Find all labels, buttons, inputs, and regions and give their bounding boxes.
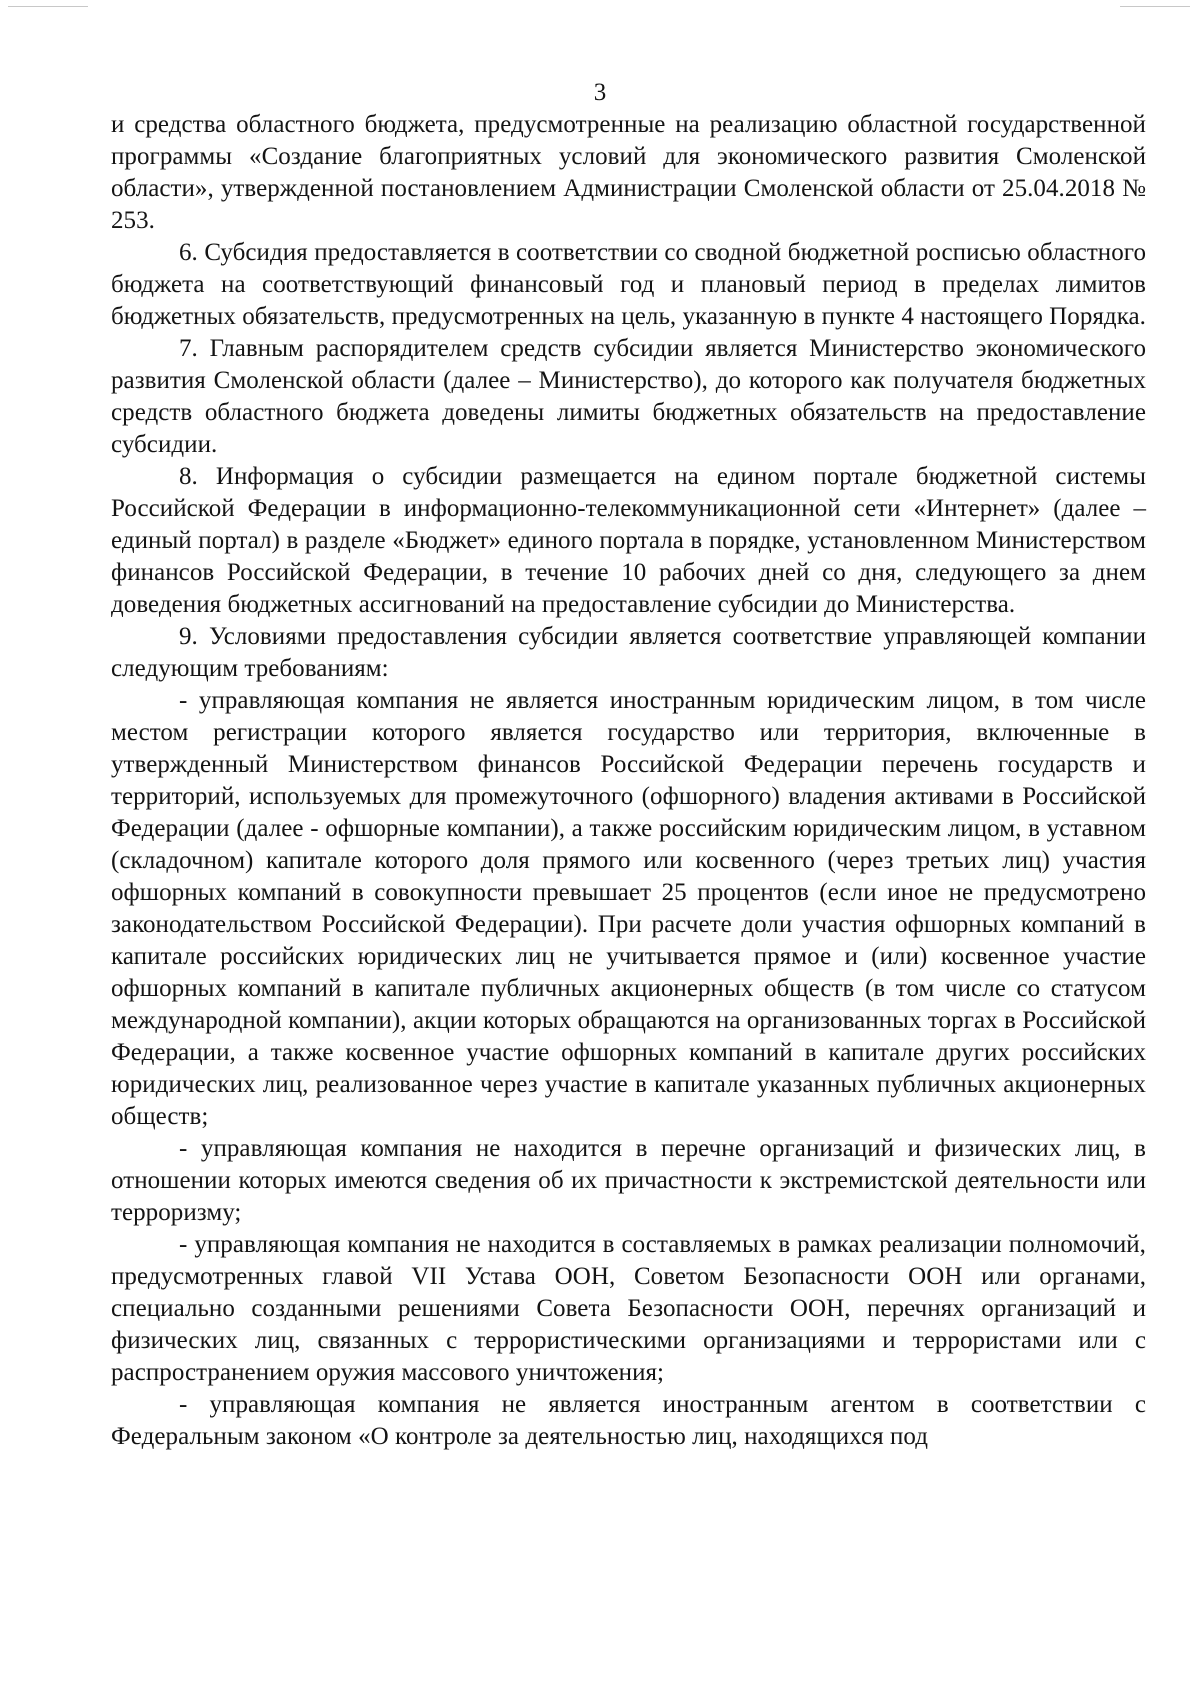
paragraph-item-7: 7. Главным распорядителем средств субсидии является Министерство экономического развития Смоленской области (далее – Министерство), до которого как получателя бюджетных средств областного бюджета доведены лимиты бюджетных обязательств на предоставление субсидии. (111, 335, 1146, 458)
paragraph-item-8: 8. Информация о субсидии размещается на едином портале бюджетной системы Российской Федерации в информационно-телекоммуникационной сети «Интернет» (далее – единый портал) в разделе «Бюджет» единого портала в порядке, установленном Министерством финансов Российской Федерации, в течение 10 рабочих дней со дня, следующего за днем доведения бюджетных ассигнований на предоставление субсидии до Министерства. (111, 463, 1146, 618)
scan-edge-mark (1120, 6, 1190, 7)
requirement-un-sanctions: - управляющая компания не находится в составляемых в рамках реализации полномочий, предусмотренных главой VII Устава ООН, Советом Безопасности ООН или органами, специально созданными решениями Совета Безопасности ООН, перечнях организаций и физических лиц, связанных с террористическими организациями и террористами или с распространением оружия массового уничтожения; (111, 1231, 1146, 1386)
requirement-extremism: - управляющая компания не находится в перечне организаций и физических лиц, в отношении которых имеются сведения об их причастности к экстремистской деятельности или терроризму; (111, 1135, 1146, 1226)
paragraph-item-6: 6. Субсидия предоставляется в соответствии со сводной бюджетной росписью областного бюджета на соответствующий финансовый год и плановый период в пределах лимитов бюджетных обязательств, предусмотренных на цель, указанную в пункте 4 настоящего Порядка. (111, 239, 1146, 330)
scan-edge-mark (8, 6, 88, 7)
paragraph-continuation: и средства областного бюджета, предусмотренные на реализацию областной государственной программы «Создание благоприятных условий для экономического развития Смоленской области», утвержденной постановлением Администрации Смоленской области от 25.04.2018 № 253. (111, 111, 1146, 234)
paragraph-item-9: 9. Условиями предоставления субсидии является соответствие управляющей компании следующим требованиям: (111, 623, 1146, 682)
document-body (111, 109, 1146, 1453)
requirement-offshore: - управляющая компания не является иностранным юридическим лицом, в том числе местом регистрации которого является государство или территория, включенные в утвержденный Министерством финансов Российской Федерации перечень государств и территорий, используемых для промежуточного (офшорного) владения активами в Российской Федерации (далее - офшорные компании), а также российским юридическим лицом, в уставном (складочном) капитале которого доля прямого или косвенного (через третьих лиц) участия офшорных компаний в совокупности превышает 25 процентов (если иное не предусмотрено законодательством Российской Федерации). При расчете доли участия офшорных компаний в капитале российских юридических лиц не учитывается прямое и (или) косвенное участие офшорных компаний в капитале публичных акционерных обществ (в том числе со статусом международной компании), акции которых обращаются на организованных торгах в Российской Федерации, а также косвенное участие офшорных компаний в капитале других российских юридических лиц, реализованное через участие в капитале указанных публичных акционерных обществ; (111, 687, 1146, 1130)
requirement-foreign-agent: - управляющая компания не является иностранным агентом в соответствии с Федеральным законом «О контроле за деятельностью лиц, находящихся под (111, 1391, 1146, 1450)
page-number: 3 (593, 79, 607, 106)
